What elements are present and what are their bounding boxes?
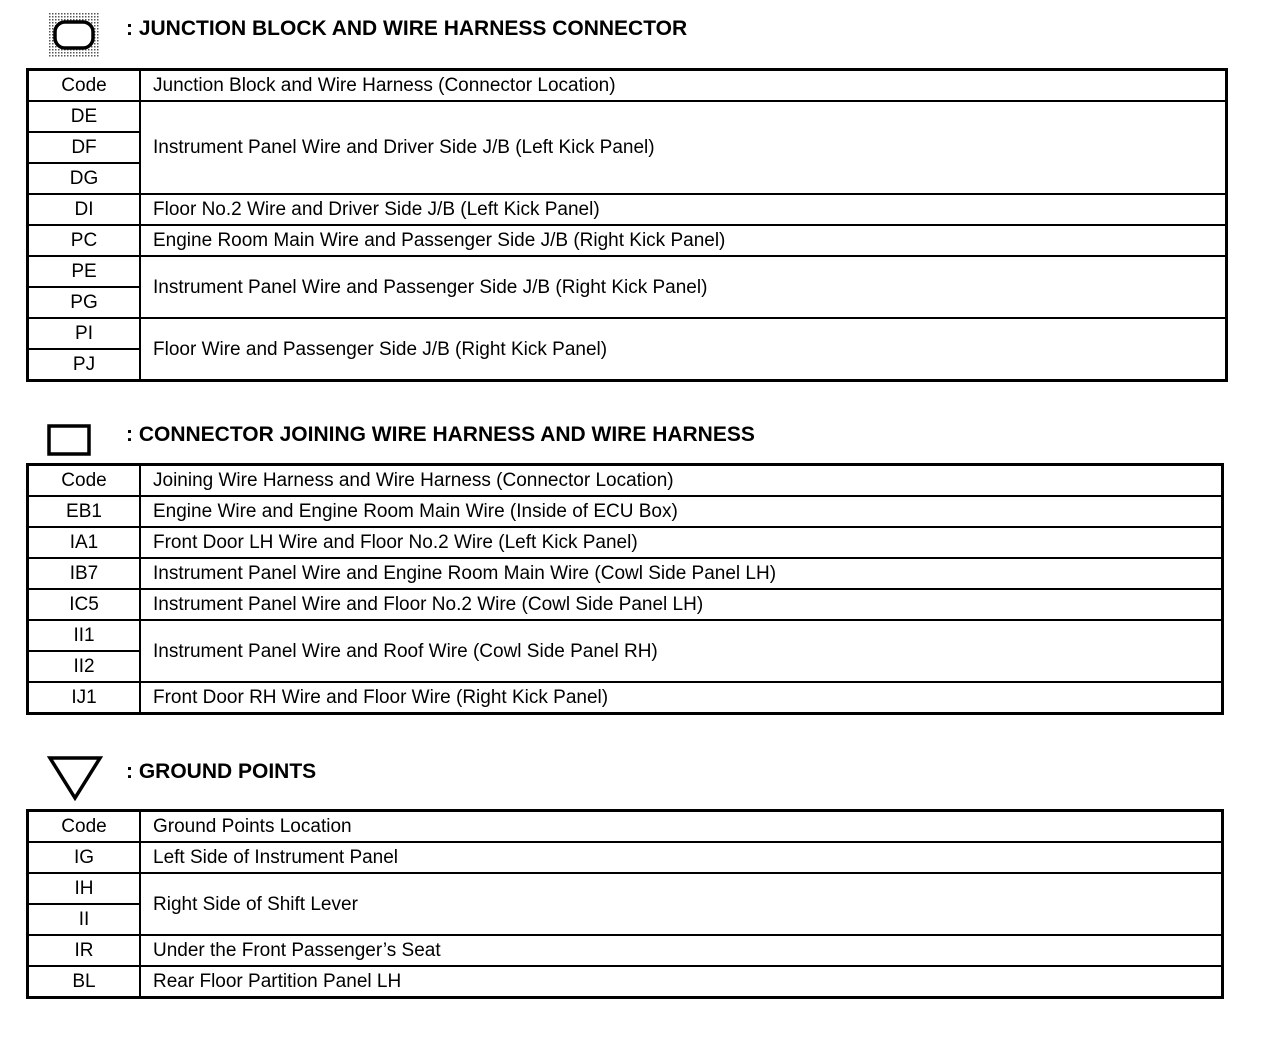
location-cell: Under the Front Passenger’s Seat bbox=[140, 935, 1223, 966]
table-row bbox=[28, 101, 1227, 132]
location-header: Junction Block and Wire Harness (Connector Location) bbox=[140, 70, 1227, 102]
junction-block-symbol-icon bbox=[46, 10, 104, 60]
table-row bbox=[28, 589, 1223, 620]
code-cell: II2 bbox=[28, 651, 141, 682]
code-cell: IJ1 bbox=[28, 682, 141, 714]
code-cell: PJ bbox=[28, 349, 141, 381]
ground-point-symbol-icon bbox=[46, 754, 104, 804]
table-header-row bbox=[28, 465, 1223, 497]
section-title-junction-block: : JUNCTION BLOCK AND WIRE HARNESS CONNECTOR bbox=[126, 17, 688, 40]
table-row bbox=[28, 842, 1223, 873]
code-cell: IB7 bbox=[28, 558, 141, 589]
code-cell: DI bbox=[28, 194, 141, 225]
location-cell: Floor Wire and Passenger Side J/B (Right Kick Panel) bbox=[140, 318, 1227, 381]
code-cell: DE bbox=[28, 101, 141, 132]
code-cell: PC bbox=[28, 225, 141, 256]
section-title-ground-points: : GROUND POINTS bbox=[126, 760, 317, 783]
code-cell: IC5 bbox=[28, 589, 141, 620]
location-cell: Instrument Panel Wire and Roof Wire (Cowl Side Panel RH) bbox=[140, 620, 1223, 682]
section-title-connector: : CONNECTOR JOINING WIRE HARNESS AND WIRE HARNESS bbox=[126, 423, 755, 446]
location-cell: Rear Floor Partition Panel LH bbox=[140, 966, 1223, 998]
code-header: Code bbox=[28, 465, 141, 497]
code-cell: II bbox=[28, 904, 141, 935]
code-cell: EB1 bbox=[28, 496, 141, 527]
location-cell: Engine Wire and Engine Room Main Wire (Inside of ECU Box) bbox=[140, 496, 1223, 527]
location-cell: Front Door RH Wire and Floor Wire (Right Kick Panel) bbox=[140, 682, 1223, 714]
code-header: Code bbox=[28, 70, 141, 102]
table-row bbox=[28, 225, 1227, 256]
code-cell: DG bbox=[28, 163, 141, 194]
table-row bbox=[28, 966, 1223, 998]
table-row bbox=[28, 194, 1227, 225]
location-cell: Instrument Panel Wire and Engine Room Main Wire (Cowl Side Panel LH) bbox=[140, 558, 1223, 589]
code-header: Code bbox=[28, 811, 141, 843]
table-row bbox=[28, 318, 1227, 349]
code-cell: IR bbox=[28, 935, 141, 966]
location-cell: Front Door LH Wire and Floor No.2 Wire (Left Kick Panel) bbox=[140, 527, 1223, 558]
table-row bbox=[28, 256, 1227, 287]
connector-table bbox=[26, 463, 1224, 715]
table-row bbox=[28, 496, 1223, 527]
location-cell: Instrument Panel Wire and Passenger Side J/B (Right Kick Panel) bbox=[140, 256, 1227, 318]
code-cell: IH bbox=[28, 873, 141, 904]
code-cell: BL bbox=[28, 966, 141, 998]
connector-symbol-icon bbox=[46, 422, 94, 458]
table-header-row bbox=[28, 811, 1223, 843]
table-row bbox=[28, 682, 1223, 714]
junction-block-table bbox=[26, 68, 1228, 382]
location-header: Joining Wire Harness and Wire Harness (Connector Location) bbox=[140, 465, 1223, 497]
code-cell: PG bbox=[28, 287, 141, 318]
location-cell: Left Side of Instrument Panel bbox=[140, 842, 1223, 873]
table-header-row bbox=[28, 70, 1227, 102]
code-cell: DF bbox=[28, 132, 141, 163]
ground-points-table bbox=[26, 809, 1224, 999]
location-cell: Floor No.2 Wire and Driver Side J/B (Left Kick Panel) bbox=[140, 194, 1227, 225]
code-cell: IG bbox=[28, 842, 141, 873]
location-cell: Right Side of Shift Lever bbox=[140, 873, 1223, 935]
table-row bbox=[28, 620, 1223, 651]
code-cell: PI bbox=[28, 318, 141, 349]
table-row bbox=[28, 873, 1223, 904]
location-cell: Instrument Panel Wire and Floor No.2 Wire (Cowl Side Panel LH) bbox=[140, 589, 1223, 620]
table-row bbox=[28, 527, 1223, 558]
code-cell: IA1 bbox=[28, 527, 141, 558]
code-cell: II1 bbox=[28, 620, 141, 651]
table-row bbox=[28, 935, 1223, 966]
table-row bbox=[28, 558, 1223, 589]
code-cell: PE bbox=[28, 256, 141, 287]
location-cell: Instrument Panel Wire and Driver Side J/B (Left Kick Panel) bbox=[140, 101, 1227, 194]
location-cell: Engine Room Main Wire and Passenger Side J/B (Right Kick Panel) bbox=[140, 225, 1227, 256]
location-header: Ground Points Location bbox=[140, 811, 1223, 843]
